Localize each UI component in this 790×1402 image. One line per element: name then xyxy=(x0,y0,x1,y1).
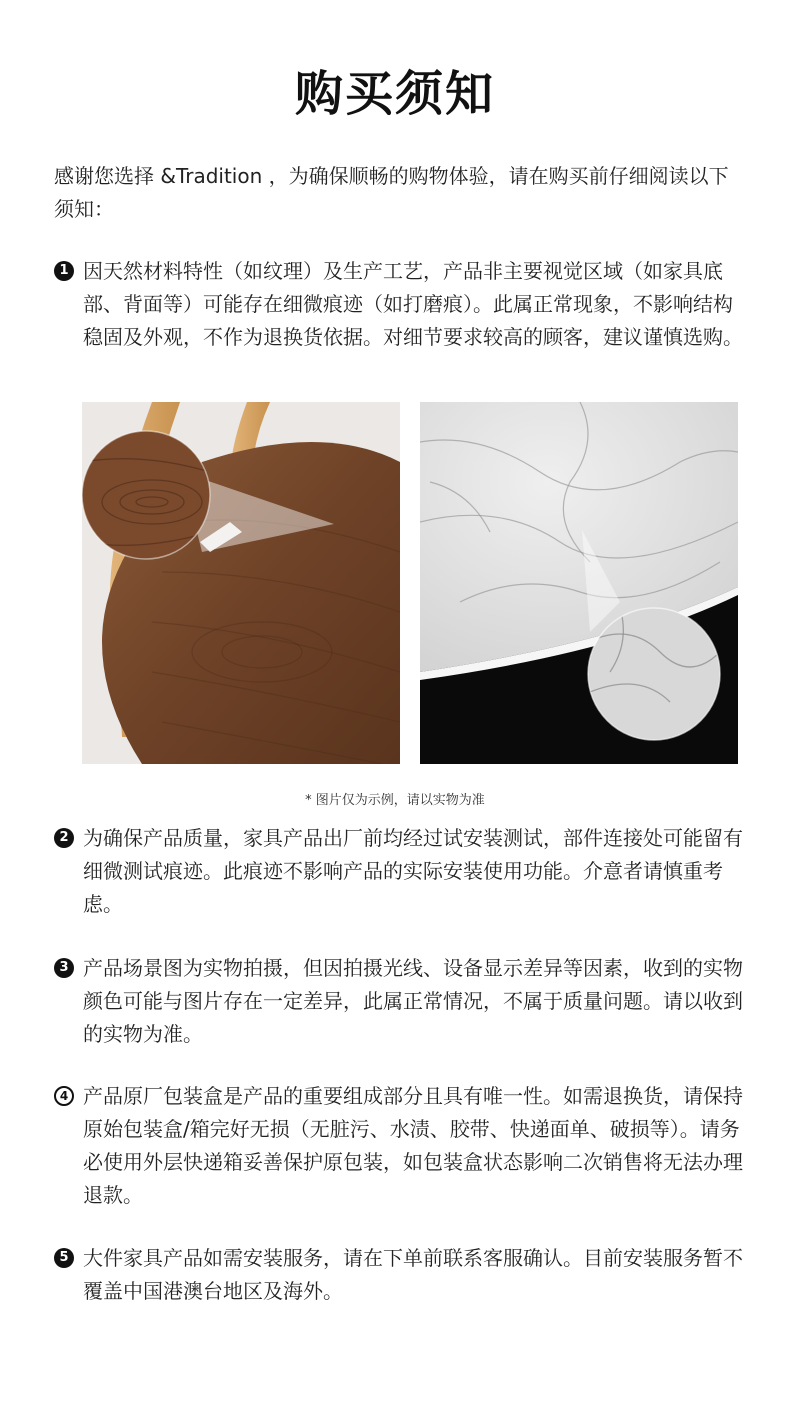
notice-item-1 xyxy=(54,255,744,354)
example-photos xyxy=(82,402,738,764)
marble-table-photo xyxy=(420,402,738,764)
notice-item-3 xyxy=(54,952,744,1051)
notice-text-5: 大件家具产品如需安装服务，请在下单前联系客服确认。目前安装服务暂不覆盖中国港澳台地区及海外。 xyxy=(83,1246,743,1303)
number-badge-5: 5 xyxy=(54,1248,74,1268)
wood-chair-photo xyxy=(82,402,400,764)
notice-text-4: 产品原厂包装盒是产品的重要组成部分且具有唯一性。如需退换货，请保持原始包装盒/箱完好无损（无脏污、水渍、胶带、快递面单、破损等）。请务必使用外层快递箱妥善保护原包装，如包装盒状态影响二次销售将无法办理退款。 xyxy=(83,1084,743,1207)
number-badge-2: 2 xyxy=(54,828,74,848)
number-badge-3: 3 xyxy=(54,958,74,978)
notice-text-3: 产品场景图为实物拍摄，但因拍摄光线、设备显示差异等因素，收到的实物颜色可能与图片存在一定差异，此属正常情况，不属于质量问题。请以收到的实物为准。 xyxy=(83,956,743,1046)
page-title: 购买须知 xyxy=(294,66,495,122)
intro-paragraph: 感谢您选择 &Tradition ，为确保顺畅的购物体验，请在购买前仔细阅读以下须知： xyxy=(54,164,729,221)
notice-text-2: 为确保产品质量，家具产品出厂前均经过试安装测试，部件连接处可能留有细微测试痕迹。此痕迹不影响产品的实际安装使用功能。介意者请慎重考虑。 xyxy=(83,826,743,916)
notice-item-2 xyxy=(54,822,744,921)
number-badge-4: 4 xyxy=(54,1086,74,1106)
number-badge-1: 1 xyxy=(54,261,74,281)
notice-item-4 xyxy=(54,1080,744,1212)
notice-item-5 xyxy=(54,1242,744,1308)
photo-caption: * 图片仅为示例，请以实物为准 xyxy=(305,793,485,808)
notice-text-1: 因天然材料特性（如纹理）及生产工艺，产品非主要视觉区域（如家具底部、背面等）可能存在细微痕迹（如打磨痕）。此属正常现象，不影响结构稳固及外观，不作为退换货依据。对细节要求较高的顾客，建议谨慎选购。 xyxy=(83,259,743,349)
